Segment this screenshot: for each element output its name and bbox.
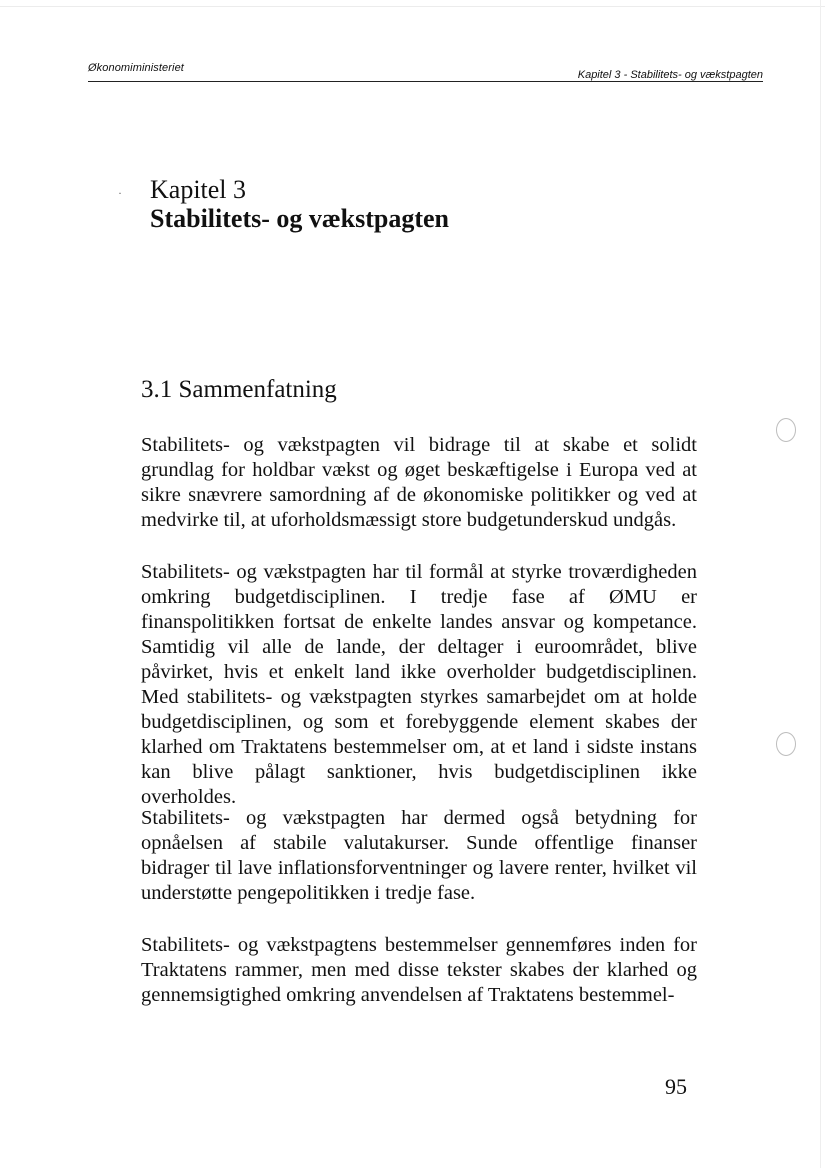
punch-hole bbox=[776, 418, 796, 442]
running-header-left: Økonomiministeriet bbox=[88, 62, 184, 74]
chapter-number: Kapitel 3 bbox=[150, 175, 247, 204]
paragraph: Stabilitets- og vækstpagtens bestemmelser gennemføres inden for Traktatens rammer, men med disse tekster skabes der klarhed og gennemsigtighed omkring anvendelsen af Traktatens bestemmel- bbox=[141, 934, 697, 1006]
paragraph: Stabilitets- og vækstpagten vil bidrage til at skabe et solidt grundlag for holdbar vækst og øget beskæftigelse i Europa ved at sikre snævrere samordning af de økonomiske politikker og ved at medvirke til, at uforholdsmæssigt store budgetunderskud undgås. bbox=[141, 434, 697, 531]
chapter-title: Stabilitets- og vækstpagten bbox=[150, 204, 450, 233]
scan-edge-top bbox=[0, 6, 825, 7]
scan-speck: · bbox=[118, 186, 122, 200]
scan-edge-right bbox=[820, 0, 821, 1168]
page-number: 95 bbox=[665, 1074, 687, 1099]
paragraph: Stabilitets- og vækstpagten har til formål at styrke troværdigheden omkring budgetdisciplinen. I tredje fase af ØMU er finanspolitikken fortsat de enkelte landes ansvar og kompetance. Samtidig vil alle de lande, der deltager i euroområdet, blive påvirket, hvis et enkelt land ikke overholder budgetdisciplinen. Med stabilitets- og vækstpagten styrkes samarbejdet om at holde budgetdisciplinen, og som et forebyggende element skabes der klarhed om Traktatens bestemmelser om, at et land i sidste instans kan blive pålagt sanktioner, hvis budgetdisciplinen ikke overholdes. bbox=[141, 561, 697, 808]
punch-hole bbox=[776, 732, 796, 756]
running-header-right: Kapitel 3 - Stabilitets- og vækstpagten bbox=[577, 69, 763, 81]
header-rule bbox=[88, 81, 763, 82]
section-heading: 3.1 Sammenfatning bbox=[141, 376, 337, 403]
paragraph: Stabilitets- og vækstpagten har dermed også betydning for opnåelsen af stabile valutakurser. Sunde offentlige finanser bidrager til lave inflationsforventninger og lavere renter, hvilket vil understøtte pengepolitikken i tredje fase. bbox=[141, 807, 697, 904]
